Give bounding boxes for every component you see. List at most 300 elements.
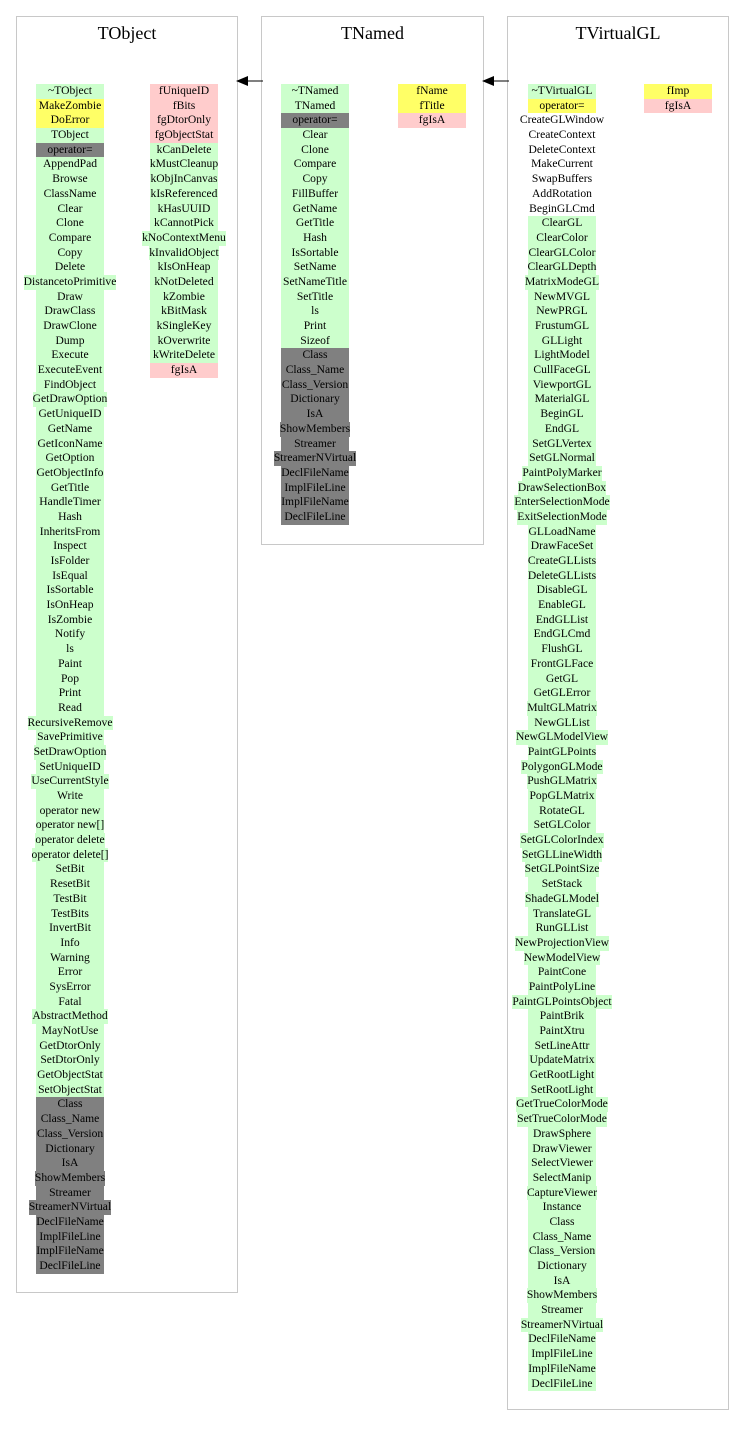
method-label: Hash [36,510,104,525]
method-label: Dictionary [528,1259,596,1274]
method-label: Dictionary [281,392,349,407]
method-row [17,804,123,819]
method-row [508,1142,616,1157]
member-row [123,334,245,349]
method-row [17,613,123,628]
member-label: fBits [150,99,218,114]
member-label: kInvalidObject [149,245,219,259]
method-row [17,862,123,877]
method-row [17,334,123,349]
method-row [17,1024,123,1039]
method-row [508,921,616,936]
member-row [123,172,245,187]
method-row [262,202,368,217]
method-label: DisableGL [528,583,596,598]
method-row [17,187,123,202]
method-label: UpdateMatrix [529,1053,595,1067]
method-row [508,1347,616,1362]
member-label: kMustCleanup [149,157,219,171]
method-row [508,1200,616,1215]
method-label: operator= [36,143,104,158]
method-label: GetGLError [528,686,596,701]
method-label: Clear [36,202,104,217]
member-label: kSingleKey [150,319,218,334]
method-label: ~TNamed [281,84,349,99]
method-label: Instance [528,1200,596,1215]
method-row [262,466,368,481]
method-label: Hash [281,231,349,246]
method-row [508,113,616,128]
method-row [262,99,368,114]
method-label: NewProjectionView [515,935,609,949]
method-row [262,510,368,525]
method-label: Browse [36,172,104,187]
method-row [508,760,616,775]
method-row [17,657,123,672]
method-row [17,892,123,907]
member-row [123,231,245,246]
method-label: SetGLVertex [528,437,596,452]
method-label: Print [281,319,349,334]
method-row [17,1186,123,1201]
method-label: NewModelView [523,950,601,964]
method-row [17,951,123,966]
method-label: MayNotUse [36,1024,104,1039]
member-label: kObjInCanvas [150,172,218,186]
method-label: InheritsFrom [36,525,104,540]
method-label: CreateContext [528,128,596,142]
method-label: Streamer [281,437,349,452]
method-row [17,686,123,701]
method-row [262,143,368,158]
method-label: SelectViewer [528,1156,596,1171]
method-row [508,275,616,290]
method-row [508,348,616,363]
method-row [508,1112,616,1127]
member-label: fgDtorOnly [150,113,218,128]
method-label: ViewportGL [528,378,596,393]
method-label: CreateGLWindow [519,113,605,127]
method-row [17,1009,123,1024]
method-row [17,1068,123,1083]
method-row [262,422,368,437]
method-row [17,539,123,554]
method-row [508,216,616,231]
method-label: NewMVGL [528,290,596,305]
method-label: operator delete[] [31,847,109,861]
method-row [17,1215,123,1230]
method-label: Class_Name [528,1230,596,1245]
method-row [17,392,123,407]
method-row [17,1142,123,1157]
method-label: SetObjectStat [36,1083,104,1098]
method-row [508,642,616,657]
method-row [508,686,616,701]
member-row [123,99,245,114]
method-row [508,157,616,172]
method-label: FrontGLFace [528,657,596,672]
method-row [17,231,123,246]
member-row [123,143,245,158]
member-label: kHasUUID [150,202,218,217]
method-row [508,1377,616,1392]
method-label: GLLight [528,334,596,349]
method-label: EnableGL [528,598,596,613]
method-label: PolygonGLMode [521,759,603,773]
method-row [508,716,616,731]
method-label: Streamer [528,1303,596,1318]
method-row [262,407,368,422]
member-label: kOverwrite [150,334,218,349]
method-label: NewGLModelView [515,730,609,744]
method-label: FlushGL [528,642,596,657]
method-label: Class_Name [36,1112,104,1127]
method-row [17,774,123,789]
method-row [17,1053,123,1068]
method-label: DeclFileLine [281,510,349,525]
member-label: fgIsA [150,363,218,378]
method-row [17,921,123,936]
method-row [17,1259,123,1274]
method-row [508,1244,616,1259]
method-label: ClearGL [528,216,596,231]
method-label: DeclFileName [36,1214,104,1228]
member-row [123,304,245,319]
method-label: Dictionary [36,1142,104,1157]
method-row [17,716,123,731]
method-row [508,1230,616,1245]
method-label: DrawClone [36,319,104,334]
method-label: operator delete [35,833,105,847]
class-box-tnamed [261,16,484,545]
method-row [262,172,368,187]
method-row [17,848,123,863]
method-row [262,363,368,378]
method-label: Inspect [36,539,104,554]
method-row [262,216,368,231]
method-row [508,569,616,584]
method-row [262,84,368,99]
method-label: DrawSelectionBox [517,480,607,494]
method-label: Class_Version [36,1126,104,1140]
method-row [17,1244,123,1259]
method-label: Warning [36,951,104,966]
method-label: SetLineAttr [528,1039,596,1054]
method-label: IsZombie [36,613,104,628]
method-label: GetName [281,202,349,217]
method-label: Info [36,936,104,951]
method-label: TestBits [36,907,104,922]
method-row [17,627,123,642]
method-row [17,1039,123,1054]
method-label: SelectManip [528,1171,596,1186]
member-row [380,84,484,99]
method-row [262,275,368,290]
method-label: RecursiveRemove [27,715,113,729]
member-label: kCannotPick [150,216,218,231]
method-label: SetUniqueID [36,760,104,775]
method-label: InvertBit [36,921,104,936]
method-row [262,334,368,349]
method-row [17,965,123,980]
method-label: Clone [281,143,349,158]
method-row [508,1039,616,1054]
method-label: IsSortable [281,246,349,261]
method-row [508,936,616,951]
method-label: SetNameTitle [281,275,349,290]
method-label: NewPRGL [528,304,596,319]
method-label: SetDtorOnly [36,1053,104,1068]
method-label: SysError [36,980,104,995]
method-label: Fatal [36,995,104,1010]
method-row [508,848,616,863]
member-row [123,84,245,99]
method-row [508,539,616,554]
method-label: GetTitle [36,481,104,496]
method-label: DistancetoPrimitive [23,274,117,288]
method-row [508,451,616,466]
method-label: Notify [36,627,104,642]
method-row [508,951,616,966]
member-row [123,260,245,275]
method-row [508,172,616,187]
method-row [508,378,616,393]
method-row [508,1288,616,1303]
method-label: Class_Version [281,377,349,391]
method-row [17,437,123,452]
method-row [508,701,616,716]
method-label: IsEqual [36,569,104,584]
method-label: ClearGLDepth [527,260,597,274]
method-row [17,642,123,657]
method-label: Class [36,1097,104,1112]
method-row [508,510,616,525]
method-label: TranslateGL [528,907,596,922]
member-label: kIsOnHeap [150,260,218,275]
method-label: GetOption [36,451,104,466]
method-label: ExitSelectionMode [517,509,607,523]
method-row [17,877,123,892]
method-row [508,672,616,687]
method-row [508,231,616,246]
method-row [508,907,616,922]
method-label: PaintPolyMarker [522,465,602,479]
method-row [508,128,616,143]
method-row [508,290,616,305]
method-row [262,231,368,246]
method-row [508,466,616,481]
method-label: SetTitle [281,290,349,305]
method-label: EnterSelectionMode [514,495,610,509]
member-row [123,157,245,172]
method-row [262,113,368,128]
method-label: Compare [281,157,349,172]
method-label: PopGLMatrix [529,789,595,802]
class-box-tobject [16,16,238,1293]
method-row [508,525,616,540]
member-label: fName [398,84,466,99]
method-label: GetRootLight [529,1068,595,1082]
member-row [123,363,245,378]
class-title-tnamed: TNamed [341,23,404,43]
method-row [262,187,368,202]
method-label: operator= [528,99,596,114]
method-label: Clone [36,216,104,231]
method-row [17,1156,123,1171]
member-label: fTitle [398,99,466,114]
method-label: ShowMembers [526,1288,598,1302]
method-label: DeleteGLLists [527,568,597,582]
method-row [508,862,616,877]
method-row [508,877,616,892]
member-row [123,113,245,128]
method-label: DeclFileName [528,1332,596,1346]
member-list-tvirtualgl [626,84,730,113]
method-label: Dump [36,334,104,349]
method-row [508,143,616,158]
method-label: operator= [281,113,349,128]
method-row [262,481,368,496]
method-label: ImplFileName [36,1244,104,1258]
method-label: CreateGLLists [527,554,597,567]
method-row [17,1200,123,1215]
method-label: AppendPad [36,157,104,172]
method-row [17,1097,123,1112]
method-label: Print [36,686,104,701]
method-row [508,554,616,569]
class-title-tvirtualgl: TVirtualGL [575,23,661,43]
method-row [508,481,616,496]
method-row [508,407,616,422]
method-label: FrustumGL [528,319,596,334]
method-row [508,1097,616,1112]
method-label: AbstractMethod [32,1009,108,1023]
method-row [17,466,123,481]
method-row [17,348,123,363]
method-row [508,437,616,452]
method-label: StreamerNVirtual [28,1200,112,1214]
method-row [17,290,123,305]
method-label: IsFolder [36,554,104,569]
method-row [508,657,616,672]
method-label: operator new[] [35,818,105,832]
method-row [508,99,616,114]
method-row [17,760,123,775]
member-row [123,319,245,334]
method-row [17,730,123,745]
method-label: FillBuffer [281,187,349,202]
method-row [508,1215,616,1230]
method-row [17,143,123,158]
method-row [17,980,123,995]
method-label: ClearColor [528,231,596,246]
method-row [17,907,123,922]
method-row [17,818,123,833]
method-row [262,260,368,275]
method-row [262,319,368,334]
member-row [626,99,730,114]
method-row [17,378,123,393]
method-label: TObject [36,128,104,143]
method-label: StreamerNVirtual [520,1317,604,1331]
method-label: GLLoadName [528,524,596,538]
method-label: DrawFaceSet [528,539,596,554]
method-label: ~TObject [36,84,104,99]
method-label: SetGLNormal [529,451,595,465]
method-label: ImplFileLine [36,1230,104,1245]
method-label: ImplFileLine [281,481,349,496]
method-label: DeclFileLine [528,1377,596,1392]
method-label: MaterialGL [528,392,596,407]
inheritance-arrow-tvirtualgl-tnamed [482,74,510,88]
member-row [123,290,245,305]
method-label: SetGLColor [528,818,596,833]
member-list-tobject [123,84,245,378]
method-label: SetRootLight [528,1083,596,1098]
method-row [17,495,123,510]
member-label: kBitMask [150,304,218,319]
method-row [262,437,368,452]
method-label: ~TVirtualGL [528,84,596,99]
method-row [17,319,123,334]
method-row [508,613,616,628]
method-label: GetTrueColorMode [516,1097,608,1111]
method-row [508,1009,616,1024]
method-label: ClassName [36,187,104,202]
method-row [508,1083,616,1098]
method-label: Sizeof [281,334,349,349]
method-row [508,833,616,848]
method-row [508,187,616,202]
method-label: UseCurrentStyle [31,774,109,788]
method-label: DeleteContext [528,142,596,156]
member-row [626,84,730,99]
method-row [508,627,616,642]
method-label: PaintGLPointsObject [512,994,612,1008]
method-row [508,495,616,510]
member-label: kNoContextMenu [142,230,226,244]
method-row [508,1068,616,1083]
method-label: Streamer [36,1186,104,1201]
method-label: ExecuteEvent [37,363,103,377]
method-label: Class [528,1215,596,1230]
method-label: Draw [36,290,104,305]
member-label: kZombie [150,290,218,305]
method-label: ShadeGLModel [524,891,600,905]
method-row [508,818,616,833]
method-label: EndGL [528,422,596,437]
method-label: RunGLList [528,921,596,936]
method-label: Execute [36,348,104,363]
method-label: DoError [36,113,104,128]
member-row [123,348,245,363]
method-label: HandleTimer [36,495,104,510]
method-label: AddRotation [532,186,592,200]
method-row [17,451,123,466]
method-label: ResetBit [36,877,104,892]
method-label: CullFaceGL [528,363,596,378]
method-row [17,745,123,760]
method-row [17,554,123,569]
method-label: RotateGL [528,804,596,819]
method-label: DeclFileName [281,465,349,479]
method-row [508,1156,616,1171]
method-row [508,1303,616,1318]
method-label: GetName [36,422,104,437]
method-label: TestBit [36,892,104,907]
method-row [508,1274,616,1289]
method-label: Write [36,789,104,804]
